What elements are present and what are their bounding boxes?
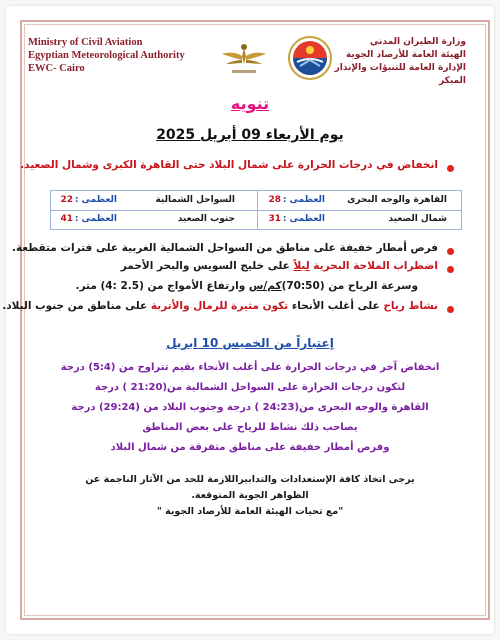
forecast-line: يصاحب ذلك نشاط للرياح على بعض المناطق: [142, 422, 358, 433]
max-label: العظمى :: [74, 214, 117, 224]
max-label: العظمى :: [282, 214, 325, 224]
arabic-header-department: الإدارة العامة للتنبؤات والإنذار المبكر: [334, 63, 466, 86]
closing-line: يرجى اتخاذ كافة الإستعدادات والتدابيراللازمة للحد من الآثار الناجمة عن: [85, 474, 415, 485]
notice-date: [6, 124, 494, 143]
english-header: [28, 36, 198, 75]
page: [2, 6, 494, 634]
arabic-header-authority: الهيئة العامة للأرصاد الجوية: [345, 50, 466, 60]
marine-text-c: على خليج السويس والبحر الأحمر: [120, 260, 294, 272]
max-value: 22: [60, 195, 73, 205]
bullet-dust: [2, 300, 438, 312]
red-dot-bullet-icon: [447, 266, 454, 273]
forecast-line: انخفاض آخر في درجات الحرارة على أغلب الأنحاء بقيم تتراوح من (5:4) درجة: [60, 362, 440, 373]
max-label: العظمى :: [282, 195, 325, 205]
closing-signature: "مع تحيات الهيئة العامة للأرصاد الجوية ": [156, 506, 344, 517]
english-header-center: EWC- Cairo: [28, 63, 85, 74]
english-header-authority: Egyptian Meteorological Authority: [28, 50, 185, 61]
english-header-ministry: Ministry of Civil Aviation: [28, 37, 143, 48]
arabic-header-ministry: وزارة الطيران المدني: [369, 37, 466, 47]
closing-line: الظواهر الجوية المتوقعة.: [191, 490, 309, 501]
arabic-header: [306, 36, 466, 88]
wind-text-a: وسرعة الرياح من: [324, 280, 418, 292]
dust-text-d: على مناطق من جنوب البلاد.: [2, 300, 151, 312]
region-name: جنوب الصعيد: [177, 214, 235, 224]
intro-temperature-drop: انخفاض في درجات الحرارة على شمال البلاد حتى القاهرة الكبرى وشمال الصعيد.: [20, 159, 438, 171]
forecast-heading-text: إعتباراً من الخميس 10 ابريل: [166, 336, 334, 350]
notice-title: [6, 94, 494, 113]
dust-text-b: على أغلب الأنحاء: [288, 300, 384, 312]
forecast-line: وفرص أمطار خفيفة على مناطق متفرقة من شمال البلاد: [110, 442, 390, 453]
dust-text-c: تكون مثيرة للرمال والأتربة: [150, 300, 289, 312]
wind-unit: كم/س: [248, 280, 282, 292]
winged-emblem-icon: [222, 42, 266, 78]
red-dot-bullet-icon: [447, 165, 454, 172]
wind-speed: (70:50): [281, 280, 325, 292]
max-value: 28: [268, 195, 281, 205]
red-dot-bullet-icon: [447, 248, 454, 255]
forecast-line: القاهرة والوجه البحرى من(24:23 ) درجة وجنوب البلاد من (29:24) درجة: [71, 402, 429, 413]
bullet-rain: فرص أمطار خفيفة على مناطق من السواحل الشمالية الغربية على فترات متقطعة.: [11, 242, 438, 254]
forecast-line: لتكون درجات الحرارة على السواحل الشمالية من(21:20 ) درجة: [94, 382, 406, 393]
temperature-table: [50, 190, 462, 230]
marine-text-night: ليلاً: [293, 260, 310, 272]
red-dot-bullet-icon: [447, 306, 454, 313]
max-label: العظمى :: [74, 195, 117, 205]
region-name: السواحل الشمالية: [155, 195, 235, 205]
bullet-marine: [121, 260, 438, 272]
marine-text-a: اضطراب الملاحة البحرية: [309, 260, 438, 272]
forecast-heading: [6, 336, 494, 350]
region-name: شمال الصعيد: [388, 214, 447, 224]
max-value: 31: [268, 214, 281, 224]
max-value: 41: [60, 214, 73, 224]
dust-text-a: نشاط رياح: [383, 300, 438, 312]
region-name: القاهرة والوجه البحرى: [347, 195, 447, 205]
table-row: [51, 191, 461, 211]
table-row: [51, 210, 461, 229]
notice-date-text: يوم الأربعاء 09 أبريل 2025: [156, 127, 344, 143]
notice-title-text: تنويه: [230, 94, 270, 113]
bullet-wind-waves: [76, 280, 418, 292]
wave-height: وارتفاع الأمواج من (2.5 :4) متر.: [75, 280, 249, 292]
